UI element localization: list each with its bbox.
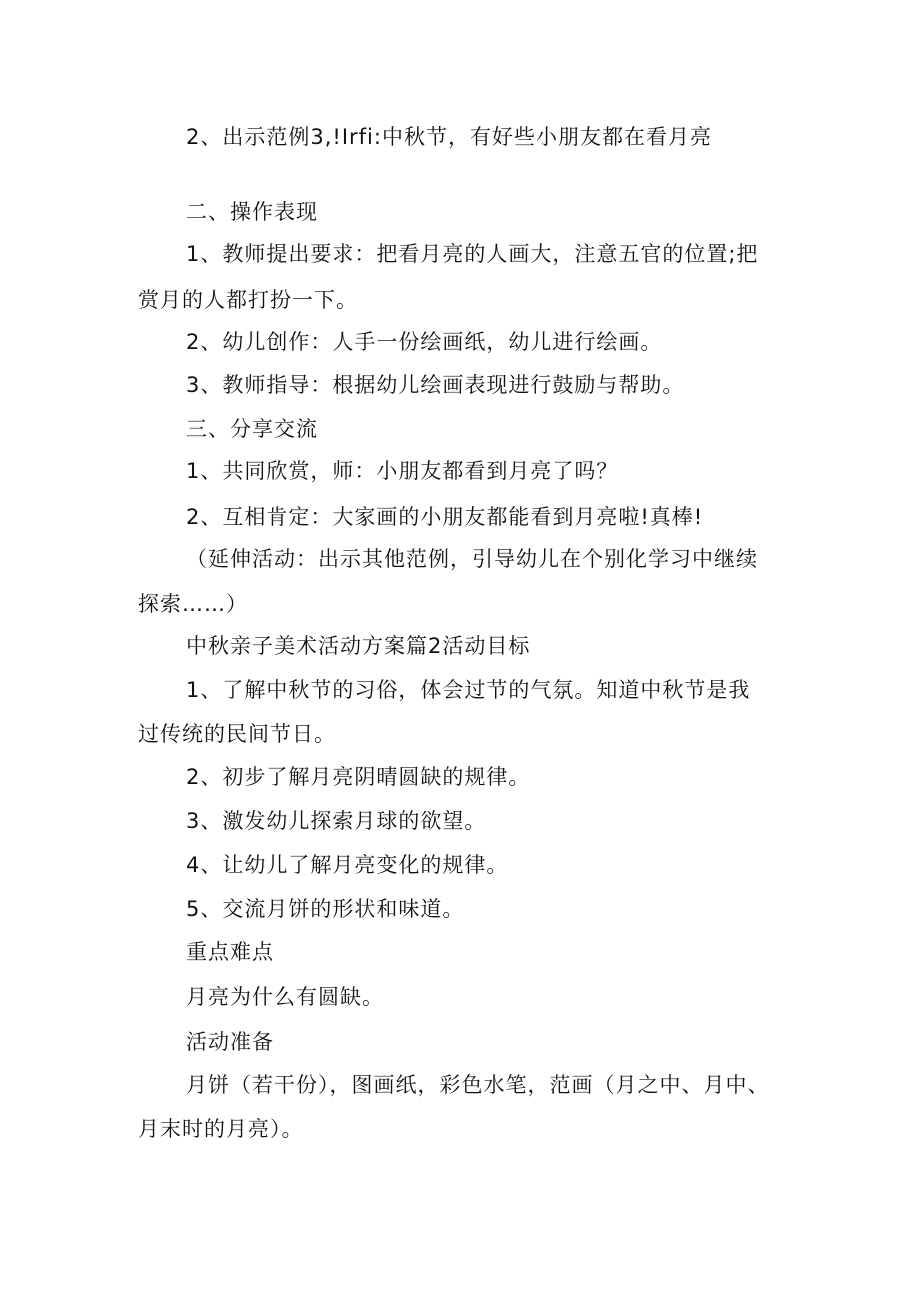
section-heading: 中秋亲子美术活动方案篇2活动目标 — [186, 634, 531, 658]
text-line: 3、教师指导：根据幼儿绘画表现进行鼓励与帮助。 — [186, 373, 685, 397]
text-line: 3、激发幼儿探索月球的欲望。 — [186, 809, 487, 833]
section-heading: 活动准备 — [186, 1030, 274, 1054]
section-heading: 二、操作表现 — [186, 200, 318, 224]
text-line: （延伸活动：出示其他范例，引导幼儿在个别化学习中继续 — [186, 547, 758, 571]
text-line: 5、交流月饼的形状和味道。 — [186, 897, 465, 921]
text-line: 2、幼儿创作：人手一份绘画纸，幼儿进行绘画。 — [186, 330, 663, 354]
text-line: 月亮为什么有圆缺。 — [186, 985, 384, 1009]
text-line: 过传统的民间节日。 — [138, 722, 336, 746]
text-line: 2、互相肯定：大家画的小朋友都能看到月亮啦!真棒! — [186, 505, 704, 529]
text-line: 2、出示范例3,!Irfi:中秋节，有好些小朋友都在看月亮 — [186, 125, 712, 149]
text-line: 探索……） — [138, 592, 248, 616]
section-heading: 重点难点 — [186, 940, 274, 964]
text-line: 赏月的人都打扮一下。 — [138, 288, 358, 312]
text-line: 1、共同欣赏，师：小朋友都看到月亮了吗？ — [186, 459, 619, 483]
text-line: 4、让幼儿了解月亮变化的规律。 — [186, 853, 509, 877]
text-line: 2、初步了解月亮阴晴圆缺的规律。 — [186, 765, 531, 789]
section-heading: 三、分享交流 — [186, 417, 318, 441]
text-line: 1、教师提出要求：把看月亮的人画大，注意五官的位置;把 — [186, 242, 759, 266]
text-line: 1、了解中秋节的习俗，体会过节的气氛。知道中秋节是我 — [186, 678, 751, 702]
text-line: 月饼（若干份），图画纸，彩色水笔，范画（月之中、月中、 — [186, 1073, 770, 1097]
text-line: 月末时的月亮）。 — [138, 1117, 304, 1141]
